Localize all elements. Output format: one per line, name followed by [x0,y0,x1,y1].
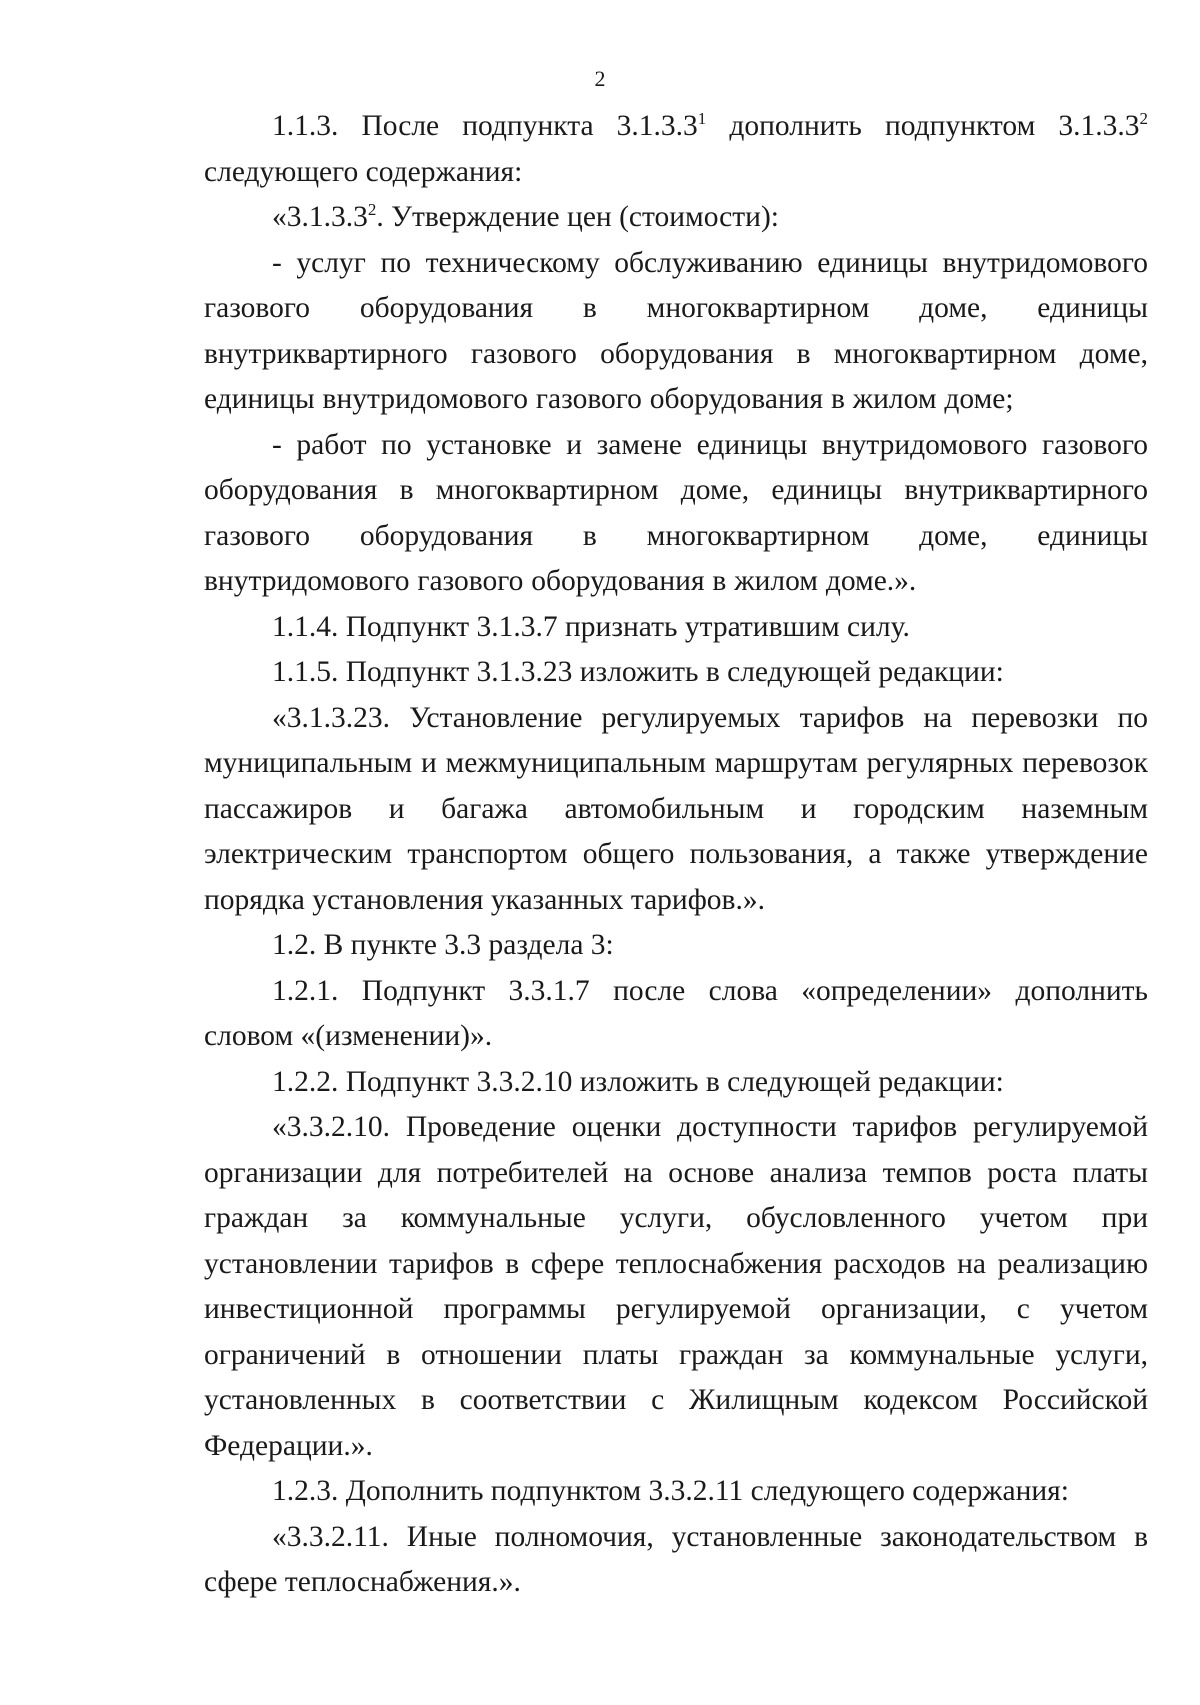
paragraph-1-1-3-text-middle: дополнить подпунктом 3.1.3.3 [706,110,1140,142]
paragraph-1-2: 1.2. В пункте 3.3 раздела 3: [272,929,614,961]
paragraph-1-1-5: 1.1.5. Подпункт 3.1.3.23 изложить в следующей редакции: [272,656,1004,688]
paragraph-quote-3-3-2-11: «3.3.2.11. Иные полномочия, установленные законодательством в сфере теплоснабжения.». [204,1520,1148,1598]
quote-3-1-3-3-2-text-start: «3.1.3.3 [272,201,368,233]
paragraph-quote-3-1-3-23: «3.1.3.23. Установление регулируемых тарифов на перевозки по муниципальным и межмуниципальным маршрутам регулярных перевозок пассажиров и багажа автомобильным и городским наземным электрическим транспортом общего пользования, а также утверждение порядка установления указанных тарифов.». [204,701,1148,916]
paragraph-1-1-3-text-end: следующего содержания: [204,155,523,188]
paragraph-dash-services: - услуг по техническому обслуживанию единицы внутридомового газового оборудования в многоквартирном доме, единицы внутриквартирного газового оборудования в многоквартирном доме, единицы внутридомового газового оборудования в жилом доме; [204,246,1148,415]
quote-3-1-3-3-2-text-end: . Утверждение цен (стоимости): [376,201,779,233]
paragraph-1-2-3: 1.2.3. Дополнить подпунктом 3.3.2.11 следующего содержания: [272,1475,1069,1507]
page-number: 2 [594,66,606,91]
paragraph-quote-3-3-2-10: «3.3.2.10. Проведение оценки доступности тарифов регулируемой организации для потребителей на основе анализа темпов роста платы граждан за коммунальные услуги, обусловленного учетом при установлении тарифов в сфере теплоснабжения расходов на реализацию инвестиционной программы регулируемой организации, с учетом ограничений в отношении платы граждан за коммунальные услуги, установленных в соответствии с Жилищным кодексом Российской Федерации.». [204,1111,1148,1462]
paragraph-1-1-3-text-start: 1.1.3. После подпункта 3.1.3.3 [272,110,698,142]
paragraph-1-1-3 [204,104,1148,195]
superscript-2: 2 [367,200,377,220]
paragraph-1-2-2: 1.2.2. Подпункт 3.3.2.10 изложить в следующей редакции: [272,1065,1004,1098]
paragraph-quote-3-1-3-3-2 [204,195,1148,241]
superscript-2: 2 [1139,109,1148,129]
superscript-1: 1 [697,109,707,129]
document-body [204,104,1148,1606]
paragraph-dash-works: - работ по установке и замене единицы внутридомового газового оборудования в многоквартирном доме, единицы внутриквартирного газового оборудования в многоквартирном доме, единицы внутридомового газового оборудования в жилом доме.». [204,428,1148,597]
paragraph-1-1-4: 1.1.4. Подпункт 3.1.3.7 признать утратившим силу. [272,610,910,643]
paragraph-1-2-1: 1.2.1. Подпункт 3.3.1.7 после слова «определении» дополнить словом «(изменении)». [204,974,1148,1052]
